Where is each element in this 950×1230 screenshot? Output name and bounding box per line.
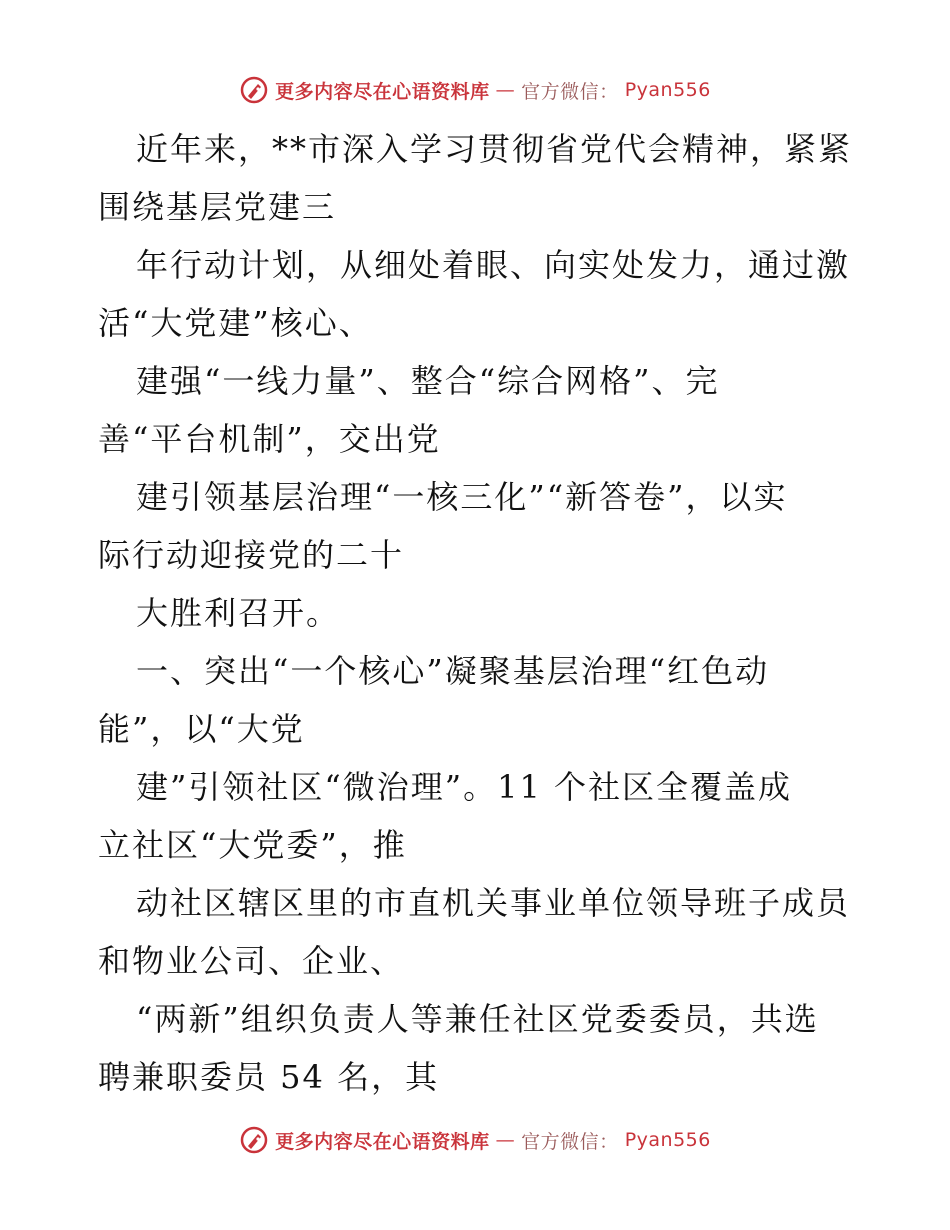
text-line: 善“平台机制”，交出党 [98, 420, 441, 458]
pen-nib-logo-icon [239, 1125, 269, 1155]
footer-watermark [0, 1122, 950, 1158]
watermark-wechat-id: Pyan556 [624, 1129, 711, 1151]
text-line: 际行动迎接党的二十 [98, 536, 405, 574]
watermark-site-name: 更多内容尽在心语资料库 [275, 1130, 490, 1153]
text-line: 近年来，**市深入学习贯彻省党代会精神，紧紧 [136, 130, 853, 168]
text-line: 一、突出“一个核心”凝聚基层治理“红色动 [136, 652, 770, 690]
watermark-label: 官方微信： [521, 80, 619, 103]
text-line: 建”引领社区“微治理”。11 个社区全覆盖成 [136, 768, 792, 806]
text-line: 年行动计划，从细处着眼、向实处发力，通过激 [136, 246, 851, 284]
text-line: 围绕基层党建三 [98, 188, 337, 226]
document-body [98, 120, 858, 1106]
watermark-label: 官方微信： [521, 1130, 619, 1153]
text-line: 能”，以“大党 [98, 710, 305, 748]
text-line: 活“大党建”核心、 [98, 304, 373, 342]
watermark-wechat-id: Pyan556 [624, 79, 711, 101]
watermark-separator: — [495, 1129, 516, 1151]
pen-nib-logo-icon [239, 75, 269, 105]
text-line: 建强“一线力量”、整合“综合网格”、完 [136, 362, 720, 400]
watermark-separator: — [495, 79, 516, 101]
text-line: 大胜利召开。 [136, 594, 341, 632]
text-line: 聘兼职委员 54 名，其 [98, 1058, 440, 1096]
watermark-site-name: 更多内容尽在心语资料库 [275, 80, 490, 103]
text-line: 建引领基层治理“一核三化”“新答卷”，以实 [136, 478, 788, 516]
text-line: “两新”组织负责人等兼任社区党委委员，共选 [136, 1000, 819, 1038]
text-line: 和物业公司、企业、 [98, 942, 405, 980]
header-watermark [0, 72, 950, 108]
text-line: 动社区辖区里的市直机关事业单位领导班子成员 [136, 884, 851, 922]
text-line: 立社区“大党委”，推 [98, 826, 407, 864]
